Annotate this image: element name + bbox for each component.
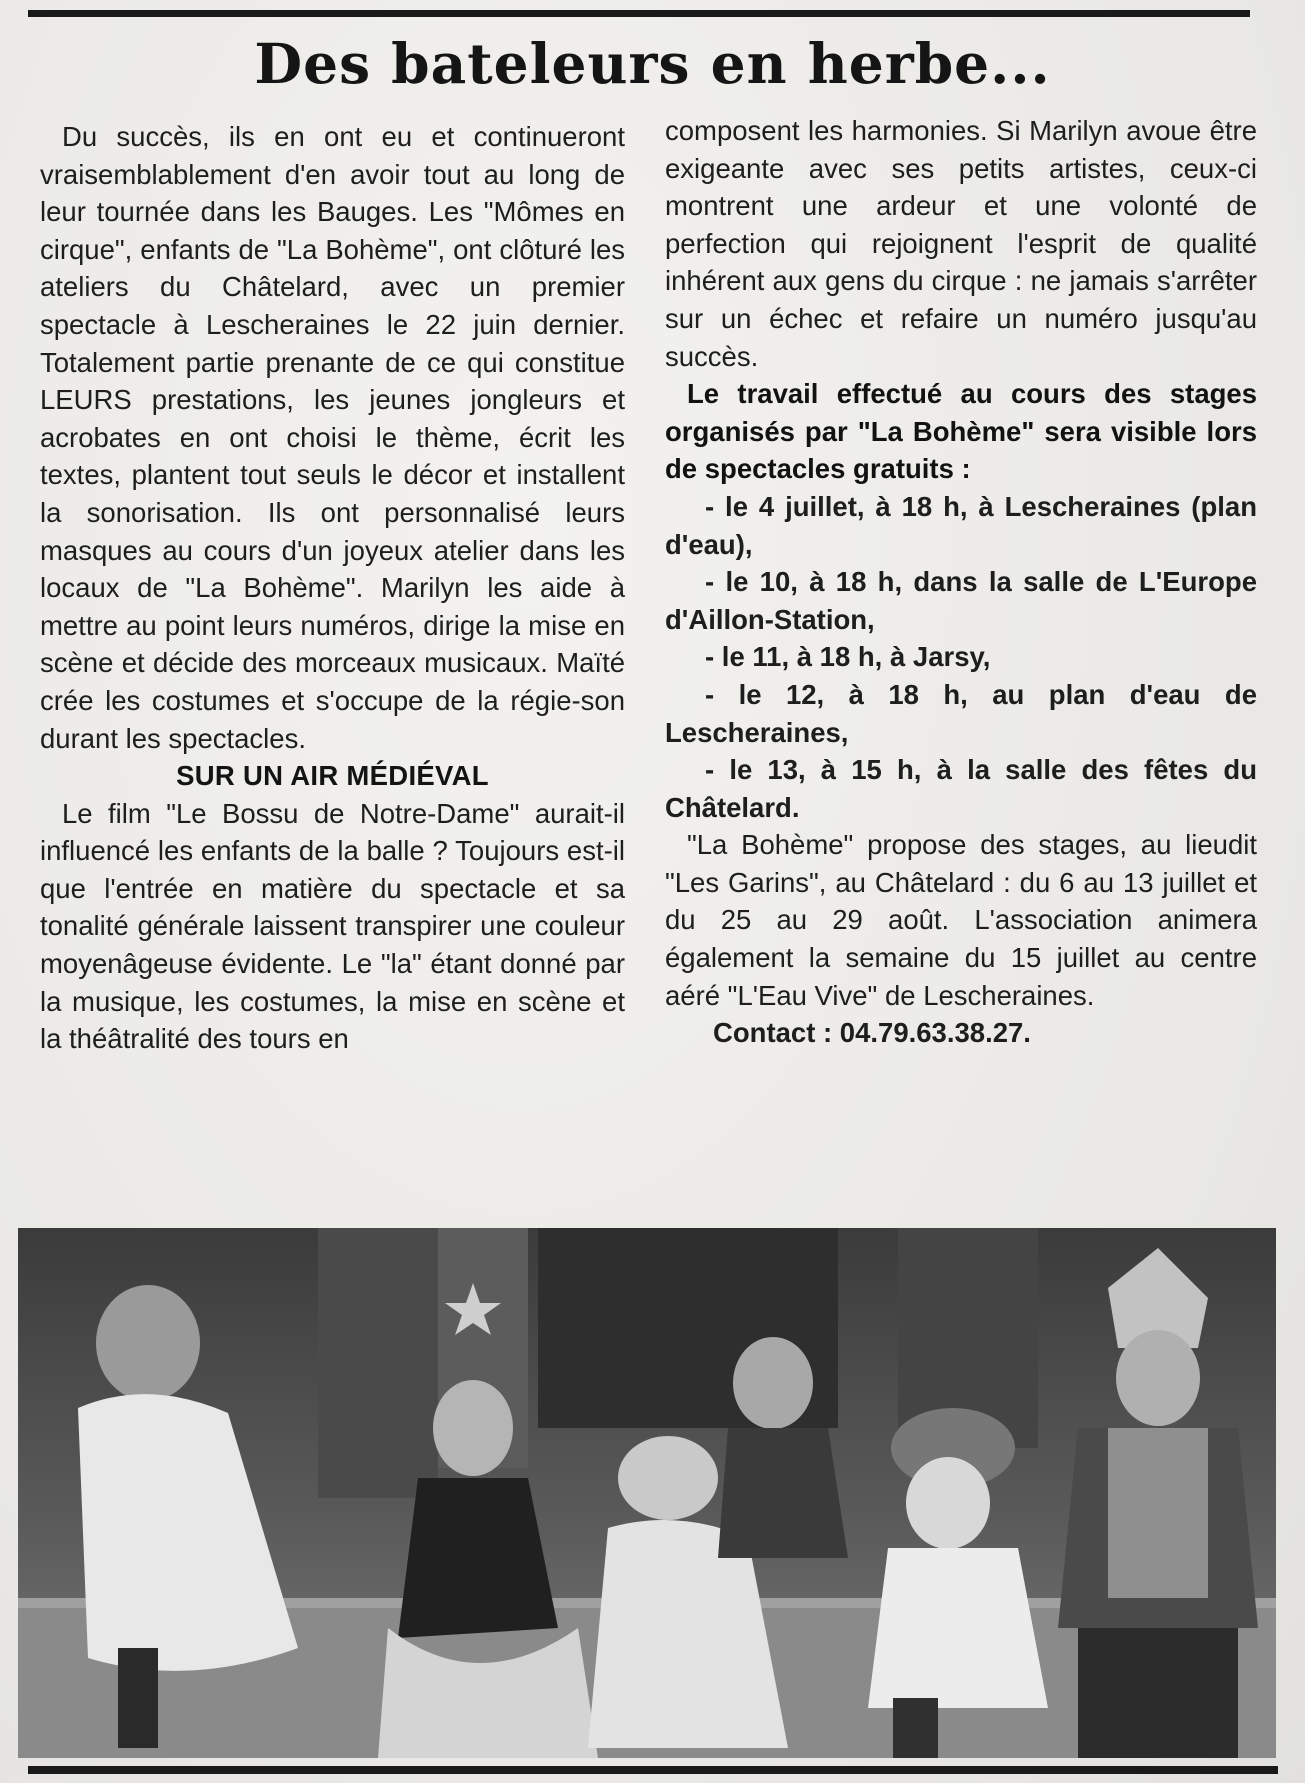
right-paragraph-bold: Le travail effectué au cours des stages organisés par "La Bohème" sera visible lors de spectacles gratuits : bbox=[665, 378, 1257, 485]
date-item: - le 12, à 18 h, au plan d'eau de Lescheraines, bbox=[665, 678, 1257, 748]
subheading: SUR UN AIR MÉDIÉVAL bbox=[176, 760, 489, 792]
left-paragraph-1: Du succès, ils en ont eu et continueront vraisemblablement d'en avoir tout au long de leur tournée dans les Bauges. Les "Mômes en cirque", enfants de "La Bohème", ont clôturé les ateliers du Châtelard, avec un premier spectacle à Lescheraines le 22 juin dernier. Totalement partie prenante de ce qui constitue LEURS prestations, les jeunes jongleurs et acrobates en ont choisi le thème, écrit les textes, plantent tout seuls le décor et installent la sonorisation. Ils ont personnalisé leurs masques au cours d'un joyeux atelier dans les locaux de "La Bohème". Marilyn les aide à mettre au point leurs numéros, dirige la mise en scène et décide des morceaux musicaux. Maïté crée les costumes et s'occupe de la régie-son durant les spectacles. bbox=[40, 121, 625, 754]
bottom-rule bbox=[28, 1766, 1278, 1774]
photo-performers bbox=[18, 1228, 1276, 1758]
date-item: - le 4 juillet, à 18 h, à Lescheraines (plan d'eau), bbox=[665, 490, 1257, 560]
date-item: - le 13, à 15 h, à la salle des fêtes du Châtelard. bbox=[665, 754, 1257, 823]
headline: Des bateleurs en herbe... bbox=[254, 31, 1051, 96]
right-paragraph-2: "La Bohème" propose des stages, au lieudit "Les Garins", au Châtelard : du 6 au 13 juillet et du 25 au 29 août. L'association animera également la semaine du 15 juillet au centre aéré "L'Eau Vive" de Lescheraines. bbox=[665, 829, 1257, 1011]
date-item: - le 10, à 18 h, dans la salle de L'Europe d'Aillon-Station, bbox=[665, 566, 1257, 635]
right-column bbox=[665, 112, 1257, 1052]
contact-line: Contact : 04.79.63.38.27. bbox=[713, 1017, 1031, 1049]
top-rule bbox=[28, 10, 1250, 17]
right-paragraph-1: composent les harmonies. Si Marilyn avoue être exigeante avec ses petits artistes, ceux-ci montrent une ardeur et une volonté de perfection qui rejoignent l'esprit de qualité inhérent aux gens du cirque : ne jamais s'arrêter sur un échec et refaire un numéro jusqu'au succès. bbox=[665, 115, 1257, 372]
left-paragraph-2: Le film "Le Bossu de Notre-Dame" aurait-il influencé les enfants de la balle ? Toujours est-il que l'entrée en matière du spectacle et sa tonalité générale laissent transpirer une couleur moyenâgeuse évidente. Le "la" étant donné par la musique, les costumes, la mise en scène et la théâtralité des tours en bbox=[40, 797, 625, 1055]
photo-illustration bbox=[18, 1228, 1276, 1758]
left-column bbox=[40, 118, 625, 1058]
date-item: - le 11, à 18 h, à Jarsy, bbox=[705, 641, 991, 673]
